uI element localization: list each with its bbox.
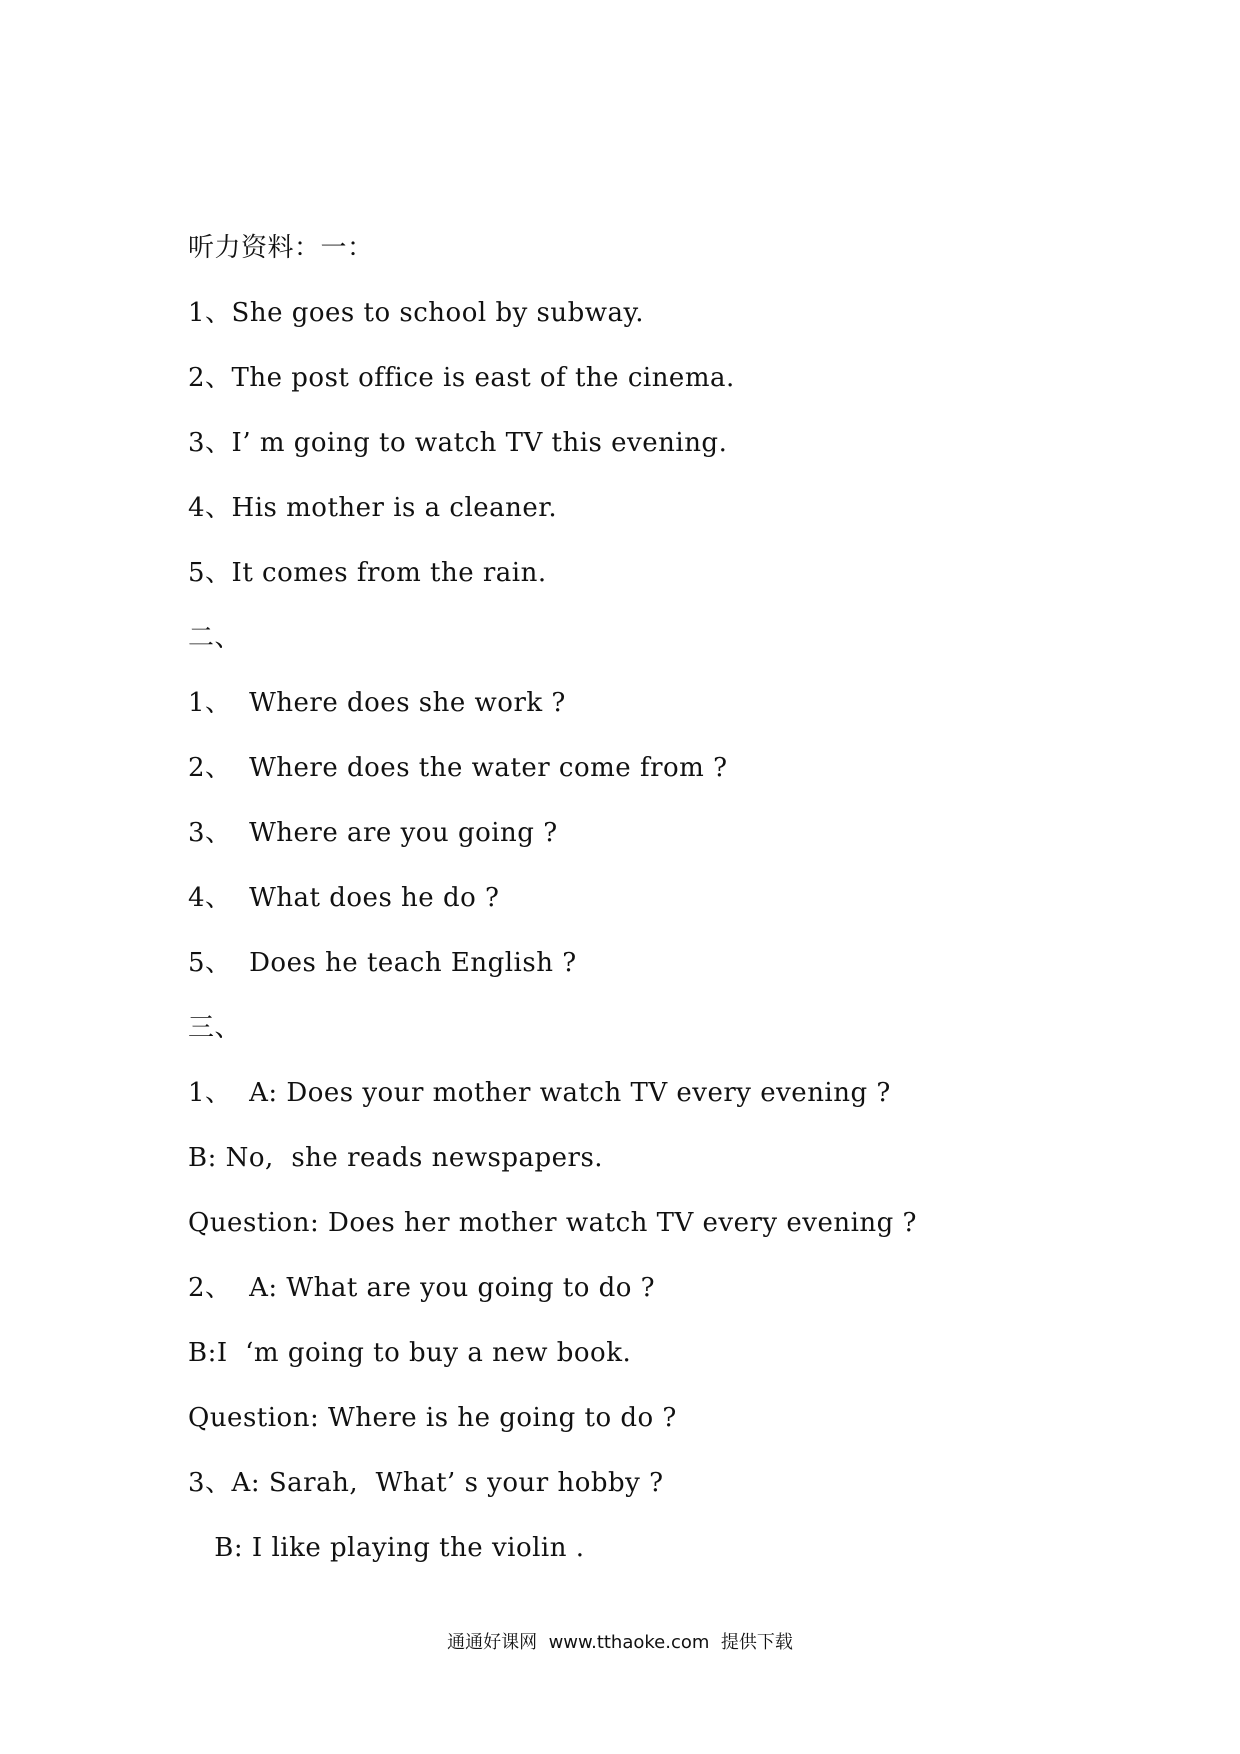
sentence-line: 4、His mother is a cleaner. — [188, 493, 558, 523]
question-line: 5、 Does he teach English ? — [188, 948, 577, 978]
listening-material-text — [188, 228, 1168, 1593]
section-heading-2: 二、 — [188, 623, 242, 653]
section-heading-1: 听力资料：一： — [188, 233, 374, 263]
sentence-line: 1、She goes to school by subway. — [188, 298, 645, 328]
question-line: 2、 Where does the water come from ? — [188, 753, 728, 783]
sentence-line: 5、It comes from the rain. — [188, 558, 547, 588]
question-line: 1、 Where does she work ? — [188, 688, 566, 718]
dialogue-question-line: Question: Where is he going to do ? — [188, 1403, 677, 1433]
dialogue-line: B: No, she reads newspapers. — [188, 1143, 604, 1173]
dialogue-line: B:I ‘m going to buy a new book. — [188, 1338, 632, 1368]
sentence-line: 3、I’ m going to watch TV this evening. — [188, 428, 728, 458]
dialogue-line: 2、 A: What are you going to do ? — [188, 1273, 656, 1303]
sentence-line: 2、The post office is east of the cinema. — [188, 363, 735, 393]
dialogue-question-line: Question: Does her mother watch TV every evening ? — [188, 1208, 917, 1238]
dialogue-line: B: I like playing the violin . — [188, 1533, 585, 1563]
dialogue-line: 3、A: Sarah, What’ s your hobby ? — [188, 1468, 664, 1498]
question-line: 3、 Where are you going ? — [188, 818, 558, 848]
section-heading-3: 三、 — [188, 1013, 242, 1043]
question-line: 4、 What does he do ? — [188, 883, 500, 913]
dialogue-line: 1、 A: Does your mother watch TV every evening ? — [188, 1078, 891, 1108]
page-footer: 通通好课网 www.tthaoke.com 提供下载 — [447, 1632, 793, 1653]
